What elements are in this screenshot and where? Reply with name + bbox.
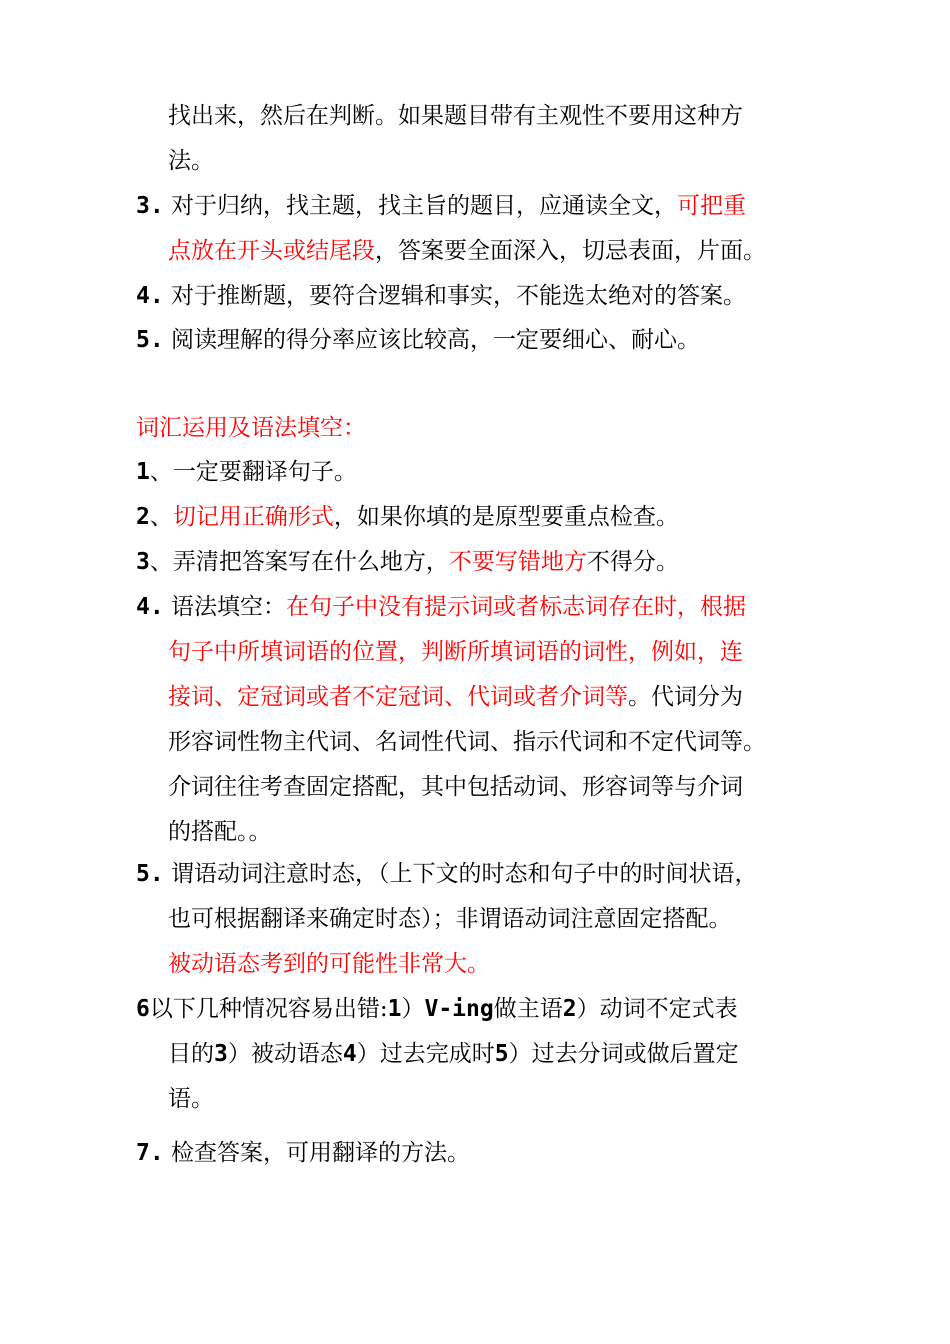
text-line: 找出来，然后在判断。如果题目带有主观性不要用这种方 <box>168 103 743 129</box>
highlight-text: 点放在开头或结尾段 <box>168 238 375 264</box>
inline-number: 3 <box>214 1041 228 1067</box>
highlight-text: 在句子中没有提示词或者标志词存在时，根据 <box>286 594 747 620</box>
item-number: 1 <box>136 459 150 485</box>
text-line <box>136 274 826 319</box>
text-line <box>136 184 826 229</box>
list-item-3 <box>136 184 826 274</box>
section-heading <box>136 406 826 451</box>
text-line: 介词往往考查固定搭配，其中包括动词、形容词等与介词 <box>168 774 743 800</box>
vocab-item-7 <box>136 1131 826 1176</box>
item-number: 3 <box>136 549 150 575</box>
text-line: 形容词性物主代词、名词性代词、指示代词和不定代词等。 <box>168 729 766 755</box>
inline-number: 1 <box>387 996 402 1022</box>
text-run: ，如果你填的是原型要重点检查。 <box>333 504 679 530</box>
inline-number: 2 <box>562 996 577 1022</box>
section-title: 词汇运用及语法填空： <box>136 415 366 441</box>
text-run: ）过去分词或做后置定 <box>508 1041 739 1067</box>
text-line <box>136 585 826 630</box>
text-line <box>136 852 826 897</box>
text-line <box>136 987 826 1032</box>
text-line: 语。 <box>168 1086 214 1112</box>
vocab-item-1 <box>136 450 826 495</box>
text-line: 的搭配。。 <box>168 819 272 845</box>
highlight-line: 被动语态考到的可能性非常大。 <box>168 951 490 977</box>
text-run: 目的 <box>168 1041 214 1067</box>
item-number: 4. <box>136 594 164 620</box>
item-number: 5. <box>136 861 164 887</box>
text-line <box>136 450 826 495</box>
highlight-text: 不要写错地方 <box>448 549 587 575</box>
text-run: 谓语动词注意时态，（上下文的时态和句子中的时间状语， <box>163 861 758 887</box>
vocab-item-6 <box>136 987 826 1122</box>
text-run: 、一定要翻译句子。 <box>149 459 357 485</box>
vocab-item-5 <box>136 852 826 987</box>
text-line <box>136 318 826 363</box>
paragraph-continuation <box>136 94 826 184</box>
text-run: 阅读理解的得分率应该比较高，一定要细心、耐心。 <box>163 327 701 353</box>
text-run: ，答案要全面深入，切忌表面，片面。 <box>375 238 766 264</box>
text-run: 、弄清把答案写在什么地方， <box>149 549 449 575</box>
text-run: 不得分。 <box>586 549 679 575</box>
text-run: ）过去完成时 <box>356 1041 495 1067</box>
list-item-5 <box>136 318 826 363</box>
text-run: 对于推断题，要符合逻辑和事实，不能选太绝对的答案。 <box>163 283 747 309</box>
highlight-text: 切记用正确形式 <box>172 504 334 530</box>
text-line: 法。 <box>168 148 214 174</box>
text-run: ）动词不定式表 <box>576 996 738 1022</box>
inline-number: 5 <box>494 1041 509 1067</box>
text-line: 也可根据翻译来确定时态）；非谓语动词注意固定搭配。 <box>168 906 732 932</box>
text-line <box>136 229 826 274</box>
text-run: 做主语 <box>493 996 563 1022</box>
inline-code: V-ing <box>424 996 494 1022</box>
text-run: ） <box>401 996 425 1022</box>
highlight-line: 句子中所填词语的位置，判断所填词语的词性，例如，连 <box>168 639 743 665</box>
item-number: 3. <box>136 193 164 219</box>
item-number: 4. <box>136 283 164 309</box>
text-line <box>136 1131 826 1176</box>
item-number: 6 <box>136 996 150 1022</box>
text-line <box>136 675 826 720</box>
item-number: 5. <box>136 327 164 353</box>
highlight-text: 接词、定冠词或者不定冠词、代词或者介词等 <box>168 684 628 710</box>
text-run: 、 <box>149 504 173 530</box>
highlight-text: 可把重 <box>677 193 747 219</box>
vocab-item-2 <box>136 495 826 540</box>
text-line <box>136 1032 826 1077</box>
item-number: 7. <box>136 1140 164 1166</box>
text-run: ）被动语态 <box>227 1041 343 1067</box>
text-run: 以下几种情况容易出错: <box>149 996 388 1022</box>
text-run: 。代词分为 <box>628 684 743 710</box>
text-run: 对于归纳，找主题，找主旨的题目，应通读全文， <box>163 193 678 219</box>
text-run: 语法填空： <box>163 594 287 620</box>
vocab-item-4 <box>136 585 826 855</box>
text-line <box>136 495 826 540</box>
inline-number: 4 <box>342 1041 357 1067</box>
text-run: 检查答案，可用翻译的方法。 <box>163 1140 471 1166</box>
item-number: 2 <box>136 504 150 530</box>
vocab-item-3 <box>136 540 826 585</box>
list-item-4 <box>136 274 826 319</box>
text-line <box>136 540 826 585</box>
